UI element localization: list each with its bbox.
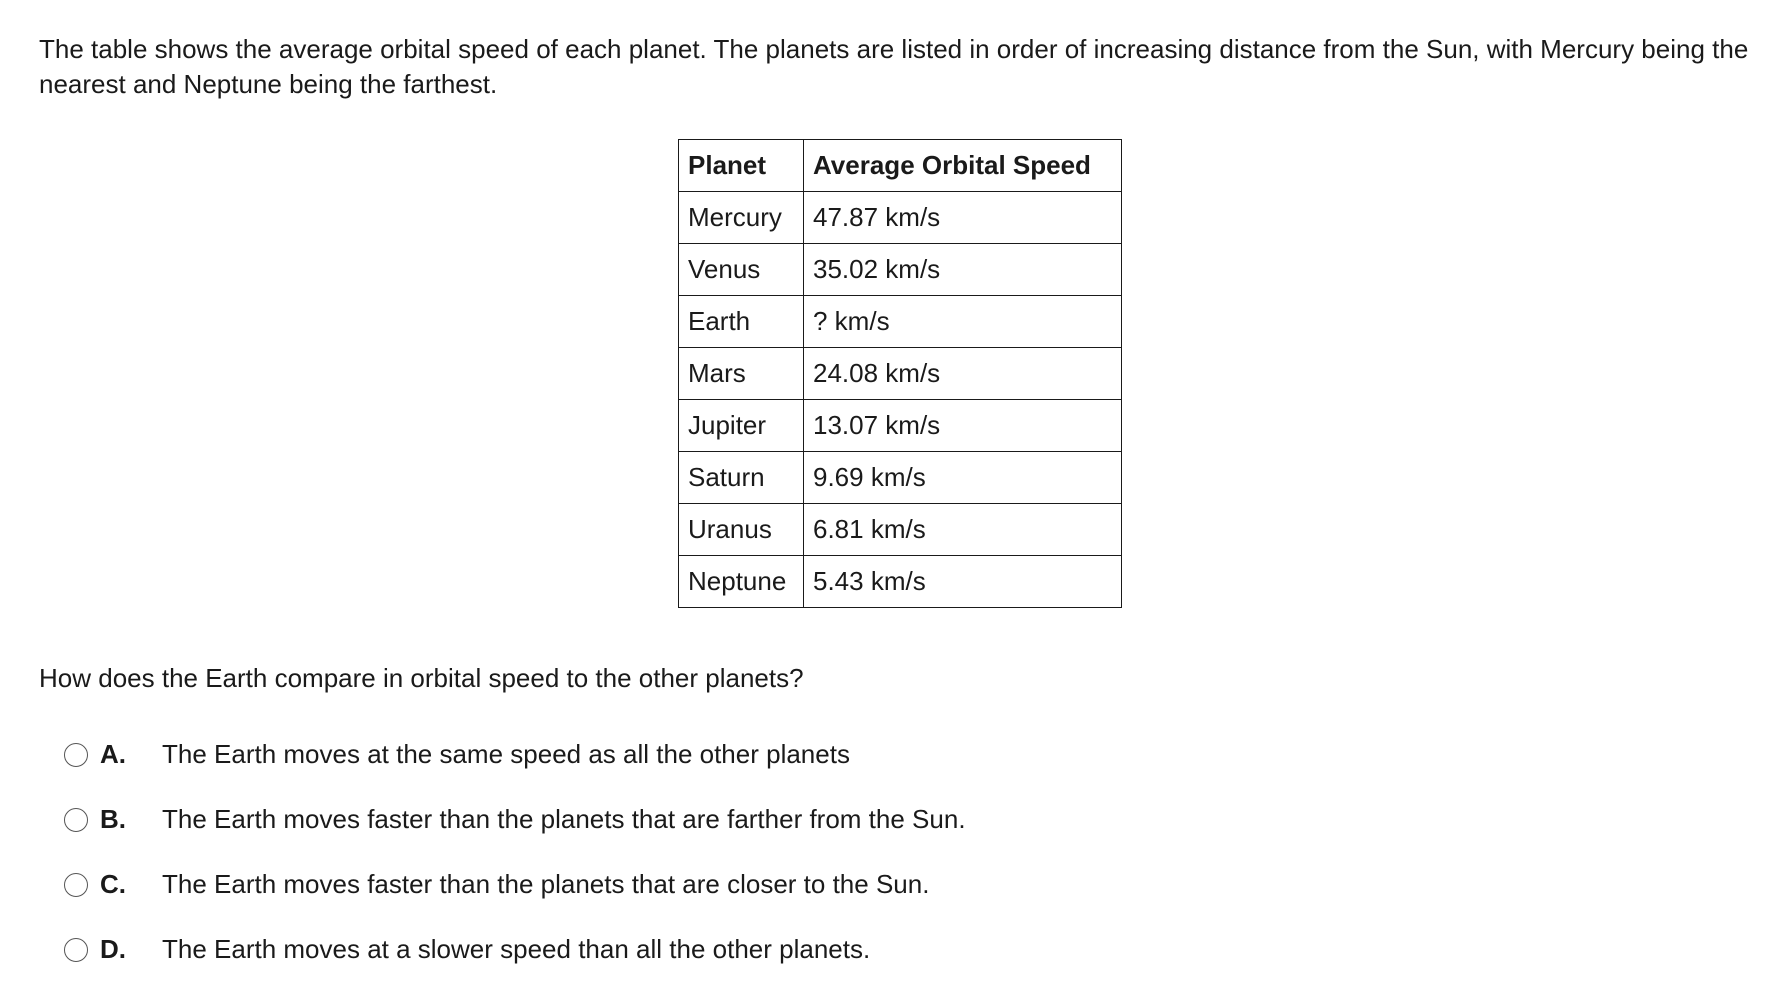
orbital-speed-cell: 9.69 km/s <box>804 452 1122 504</box>
orbital-speed-cell: 47.87 km/s <box>804 192 1122 244</box>
question-text: How does the Earth compare in orbital speed to the other planets? <box>39 663 804 693</box>
orbital-speed-cell: 24.08 km/s <box>804 348 1122 400</box>
radio-button-a[interactable] <box>64 743 88 767</box>
table-row <box>679 296 1122 348</box>
header-average-orbital-speed: Average Orbital Speed <box>804 140 1122 192</box>
table-row <box>679 192 1122 244</box>
orbital-speed-cell: 5.43 km/s <box>804 556 1122 608</box>
choice-b[interactable] <box>64 787 966 852</box>
planet-name-cell: Jupiter <box>679 400 804 452</box>
choice-text: The Earth moves faster than the planets that are farther from the Sun. <box>162 804 966 834</box>
table-row <box>679 400 1122 452</box>
question-prompt: The table shows the average orbital speed of each planet. The planets are listed in order of increasing distance from the Sun, with Mercury being the nearest and Neptune being the farthest. <box>39 34 1749 99</box>
choice-c[interactable] <box>64 852 966 917</box>
choice-d[interactable] <box>64 917 966 982</box>
choice-letter: A. <box>100 739 126 769</box>
table-row <box>679 244 1122 296</box>
planet-name-cell: Venus <box>679 244 804 296</box>
planet-name-cell: Saturn <box>679 452 804 504</box>
answer-choices <box>64 722 966 982</box>
orbital-speed-cell: 6.81 km/s <box>804 504 1122 556</box>
choice-text: The Earth moves faster than the planets that are closer to the Sun. <box>162 869 930 899</box>
planet-name-cell: Neptune <box>679 556 804 608</box>
radio-button-c[interactable] <box>64 873 88 897</box>
radio-button-d[interactable] <box>64 938 88 962</box>
header-planet: Planet <box>679 140 804 192</box>
orbital-speed-cell: 13.07 km/s <box>804 400 1122 452</box>
table-row <box>679 348 1122 400</box>
radio-button-b[interactable] <box>64 808 88 832</box>
choice-text: The Earth moves at the same speed as all the other planets <box>162 739 850 769</box>
planet-name-cell: Uranus <box>679 504 804 556</box>
table-row <box>679 452 1122 504</box>
planet-name-cell: Earth <box>679 296 804 348</box>
choice-letter: D. <box>100 934 126 964</box>
choice-a[interactable] <box>64 722 966 787</box>
orbital-speed-cell: ? km/s <box>804 296 1122 348</box>
planet-name-cell: Mercury <box>679 192 804 244</box>
table-row <box>679 504 1122 556</box>
choice-letter: B. <box>100 804 126 834</box>
choice-letter: C. <box>100 869 126 899</box>
planet-name-cell: Mars <box>679 348 804 400</box>
table-row <box>679 556 1122 608</box>
orbital-speed-table <box>678 139 1122 608</box>
table-header-row <box>679 140 1122 192</box>
choice-text: The Earth moves at a slower speed than all the other planets. <box>162 934 871 964</box>
orbital-speed-cell: 35.02 km/s <box>804 244 1122 296</box>
